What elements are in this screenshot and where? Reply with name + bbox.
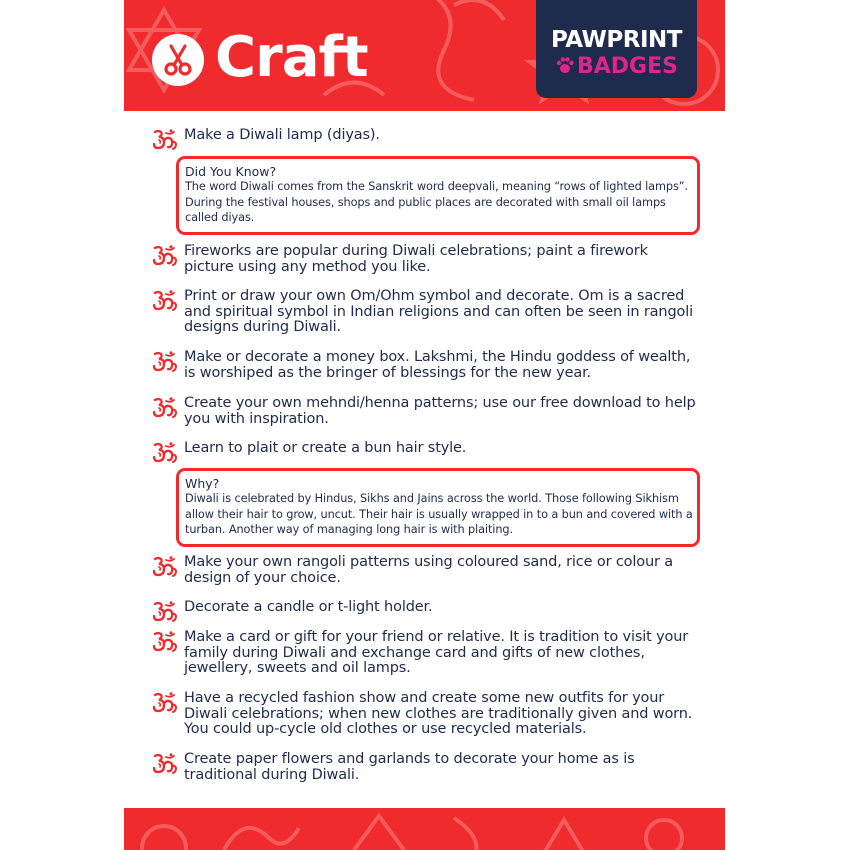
page-title: Craft [215,25,368,90]
om-symbol-icon [152,556,178,578]
om-symbol-icon [152,129,178,151]
paw-icon [555,55,575,75]
pawprint-badges-logo [536,0,697,98]
badge-brand-line1: PAWPRINT [551,27,682,53]
om-symbol-icon [152,290,178,312]
om-symbol-icon [152,442,178,464]
box-title: Why? [185,476,220,491]
header-banner [124,0,725,111]
footer-banner [124,808,725,850]
craft-logo [152,34,204,86]
box-text: Diwali is celebrated by Hindus, Sikhs and Jains across the world. Those following Sikhism allow their hair to grow, uncut. Their hair is usually wrapped in to a bun and covered with a turban. Another way of managing long hair is with plaiting. [185,492,693,536]
om-symbol-icon [152,351,178,373]
om-symbol-icon [152,631,178,653]
scissors-icon [152,34,204,86]
why-box [176,468,700,547]
om-symbol-icon [152,601,178,623]
om-symbol-icon [152,692,178,714]
footer-pattern [124,808,725,850]
badge-brand-line2: BADGES [577,54,678,79]
worksheet-page: Craft PAWPRINT BADGES Make a Diwali lamp (diyas). Did You Know? The word Diwali comes from the Sanskrit word deepvali, meaning “rows of lighted lamps”. During the festival houses, shops and public places are decorated with small oil lamps called diyas. Fireworks are popular during Diwali celebrations; paint a firework picture using any method you like. Print or draw your own Om/Ohm symbol and decorate. Om is a sacred and spiritual symbol in Indian religions and can often be seen in rangoli designs during Diwali. Make or decorate a money box. Lakshmi, the Hindu goddess of wealth, is worshiped as the bringer of blessings for the new year. Create your own mehndi/henna patterns; use our free download to help you with inspiration. Learn to plait or create a bun hair style. Why? Diwali is celebrated by Hindus, Sikhs and Jains across the world. Those following Sikhism allow their hair to grow, uncut. Their hair is usually wrapped in to a bun and covered with a turban. Another way of managing long hair is with plaiting. Make your own rangoli patterns using coloured sand, rice or colour a design of your choice. Decorate a candle or t-light holder. Make a card or gift for your friend or relative. It is tradition to visit your family during Diwali and exchange card and gifts of new clothes, jewellery, sweets and oil lamps. Have a recycled fashion show and create some new outfits for your Diwali celebrations; when new clothes are traditionally given and worn. You could up-cycle old clothes or use recycled materials. Create paper flowers and garlands to decorate your home as is traditional during Diwali. [124,0,725,850]
om-symbol-icon [152,245,178,267]
box-title: Did You Know? [185,164,277,179]
did-you-know-box [176,156,700,235]
box-text: The word Diwali comes from the Sanskrit word deepvali, meaning “rows of lighted lamps”. During the festival houses, shops and public places are decorated with small oil lamps called diyas. [185,180,688,224]
om-symbol-icon [152,397,178,419]
om-symbol-icon [152,753,178,775]
